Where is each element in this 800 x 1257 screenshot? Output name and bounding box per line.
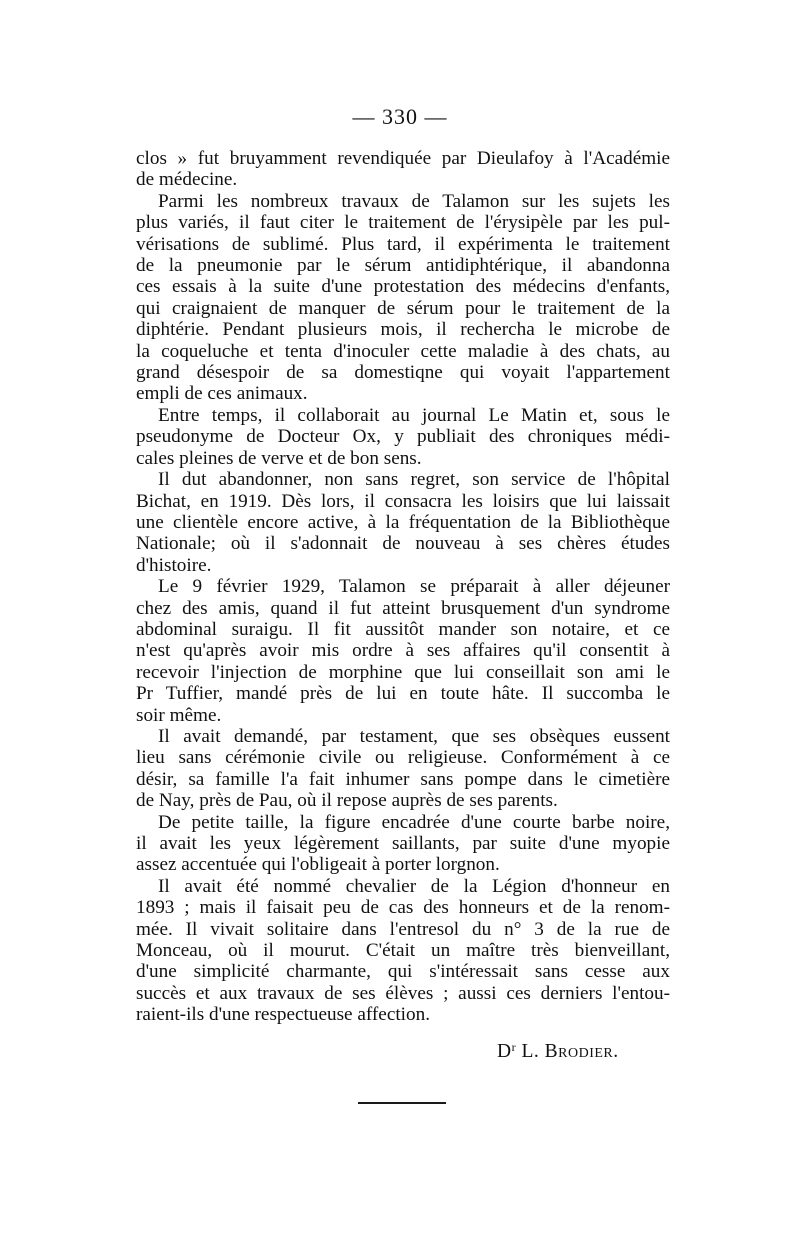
text-line: Bichat, en 1919. Dès lors, il consacra les loisirs que lui laissait xyxy=(136,490,670,512)
text-line: Nationale; où il s'adonnait de nouveau à ses chères études xyxy=(136,533,670,555)
text-line: Parmi les nombreux travaux de Talamon sur les sujets les xyxy=(158,190,670,212)
text-line: de médecine. xyxy=(136,169,238,191)
text-line: raient-ils d'une respectueuse affection. xyxy=(136,1004,430,1026)
text-line: qui craignaient de manquer de sérum pour le traitement de la xyxy=(136,297,670,319)
text-line: n'est qu'après avoir mis ordre à ses affaires qu'il consentit à xyxy=(136,640,670,662)
text-line: soir même. xyxy=(136,704,222,726)
text-line: vérisations de sublimé. Plus tard, il expérimenta le traitement xyxy=(136,233,670,255)
text-line: d'histoire. xyxy=(136,554,212,576)
signature-superscript: r xyxy=(511,1040,517,1054)
text-line: Il avait été nommé chevalier de la Légion d'honneur en xyxy=(158,875,670,897)
text-line: Le 9 février 1929, Talamon se préparait à aller déjeuner xyxy=(158,576,670,598)
text-line: succès et aux travaux de ses élèves ; aussi ces derniers l'entou- xyxy=(136,982,670,1004)
text-line: pseudonyme de Docteur Ox, y publiait des chroniques médi- xyxy=(136,426,670,448)
text-line: la coqueluche et tenta d'inoculer cette maladie à des chats, au xyxy=(136,340,670,362)
body-text xyxy=(136,148,670,1026)
text-line: de la pneumonie par le sérum antidiphtérique, il abandonna xyxy=(136,255,670,277)
text-line: Pr Tuffier, mandé près de lui en toute hâte. Il succomba le xyxy=(136,683,670,705)
text-line: plus variés, il faut citer le traitement de l'érysipèle par les pul- xyxy=(136,212,670,234)
text-line: grand désespoir de sa domestiqne qui voyait l'appartement xyxy=(136,362,670,384)
text-line: recevoir l'injection de morphine que lui conseillait son ami le xyxy=(136,661,670,683)
signature-name: L. Brodier. xyxy=(521,1041,619,1062)
text-line: désir, sa famille l'a fait inhumer sans pompe dans le cimetière xyxy=(136,768,670,790)
text-line: empli de ces animaux. xyxy=(136,383,308,405)
signature-prefix: D xyxy=(497,1041,512,1062)
text-line: abdominal suraigu. Il fit aussitôt mander son notaire, et ce xyxy=(136,618,670,640)
text-line: clos » fut bruyamment revendiquée par Dieulafoy à l'Académie xyxy=(136,148,670,169)
text-line: il avait les yeux légèrement saillants, par suite d'une myopie xyxy=(136,833,670,854)
text-line: Monceau, où il mourut. C'était un maître très bienveillant, xyxy=(136,940,670,962)
text-line: De petite taille, la figure encadrée d'une courte barbe noire, xyxy=(158,811,670,833)
text-line: assez accentuée qui l'obligeait à porter lorgnon. xyxy=(136,854,500,876)
closing-rule xyxy=(358,1102,446,1104)
text-line: 1893 ; mais il faisait peu de cas des honneurs et de la renom- xyxy=(136,897,670,919)
author-signature xyxy=(497,1040,619,1063)
page-number: — 330 — xyxy=(352,104,448,129)
text-line: chez des amis, quand il fut atteint brusquement d'un syndrome xyxy=(136,597,670,619)
text-line: mée. Il vivait solitaire dans l'entresol du n° 3 de la rue de xyxy=(136,918,670,940)
text-line: cales pleines de verve et de bon sens. xyxy=(136,447,422,469)
text-line: d'une simplicité charmante, qui s'intéressait sans cesse aux xyxy=(136,961,670,983)
text-line: lieu sans cérémonie civile ou religieuse. Conformément à ce xyxy=(136,747,670,769)
text-line: une clientèle encore active, à la fréquentation de la Bibliothèque xyxy=(136,511,670,533)
text-line: de Nay, près de Pau, où il repose auprès de ses parents. xyxy=(136,790,558,812)
text-line: Il avait demandé, par testament, que ses obsèques eussent xyxy=(158,725,670,747)
text-line: Entre temps, il collaborait au journal Le Matin et, sous le xyxy=(158,404,670,426)
text-line: diphtérie. Pendant plusieurs mois, il rechercha le microbe de xyxy=(136,319,670,341)
text-line: Il dut abandonner, non sans regret, son service de l'hôpital xyxy=(158,469,670,491)
text-line: ces essais à la suite d'une protestation des médecins d'enfants, xyxy=(136,276,670,298)
